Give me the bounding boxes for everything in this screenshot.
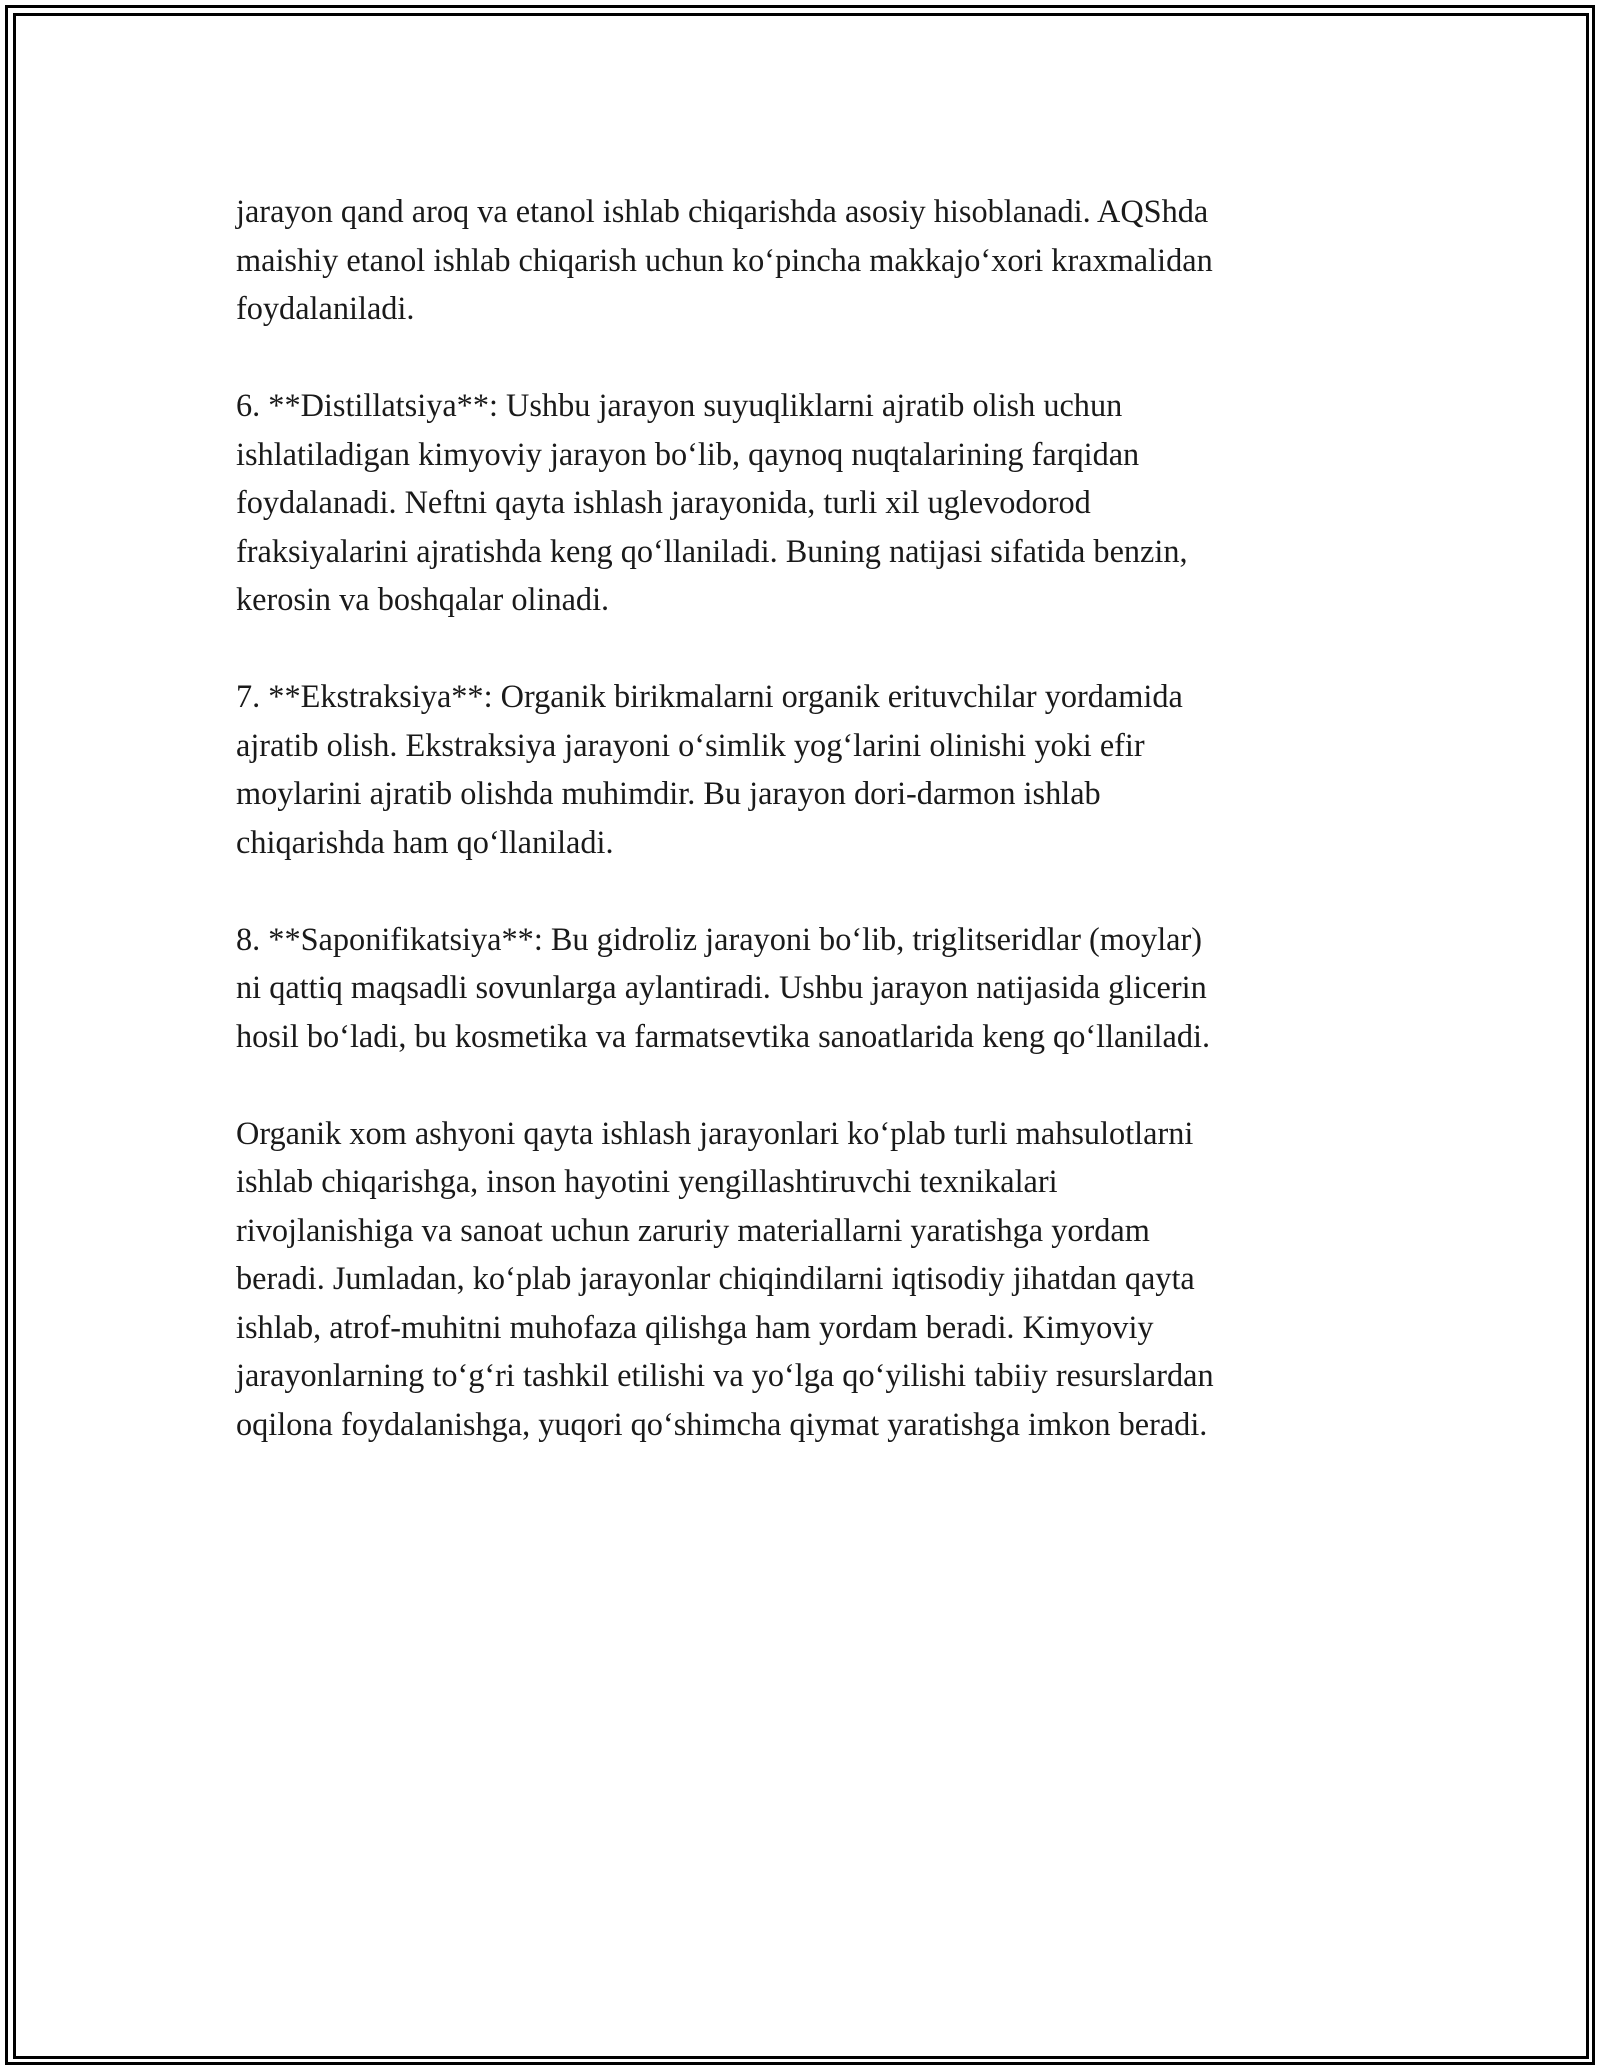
paragraph-saponifikatsiya: 8. **Saponifikatsiya**: Bu gidroliz jarayoni bo‘lib, triglitseridlar (moylar) ni qattiq maqsadli sovunlarga aylantiradi. Ushbu jarayon natijasida glicerin hosil bo‘ladi, bu kosmetika va farmatsevtika sanoatlarida keng qo‘llaniladi. — [236, 920, 1211, 1054]
paragraph-ekstraksiya: 7. **Ekstraksiya**: Organik birikmalarni organik erituvchilar yordamida ajratib olish. Ekstraksiya jarayoni o‘simlik yog‘larini olinishi yoki efir moylarini ajratib olishda muhimdir. Bu jarayon dori-darmon ishlab chiqarishda ham qo‘llaniladi. — [236, 678, 1183, 860]
paragraph-distillatsiya: 6. **Distillatsiya**: Ushbu jarayon suyuqliklarni ajratib olish uchun ishlatiladigan kimyoviy jarayon bo‘lib, qaynoq nuqtalarining farqidan foydalanadi. Neftni qayta ishlash jarayonida, turli xil uglevodorod fraksiyalarini ajratishda keng qo‘llaniladi. Buning natijasi sifatida benzin, kerosin va boshqalar olinadi. — [236, 387, 1188, 617]
paragraph-conclusion: Organik xom ashyoni qayta ishlash jarayonlari ko‘plab turli mahsulotlarni ishlab chiqarishga, inson hayotini yengillashtiruvchi texnikalari rivojlanishiga va sanoat uchun zaruriy materiallarni yaratishga yordam beradi. Jumladan, ko‘plab jarayonlar chiqindilarni iqtisodiy jihatdan qayta ishlab, atrof-muhitni muhofaza qilishga ham yordam beradi. Kimyoviy jarayonlarning to‘g‘ri tashkil etilishi va yo‘lga qo‘yilishi tabiiy resurslardan oqilona foydalanishga, yuqori qo‘shimcha qiymat yaratishga imkon beradi. — [236, 1114, 1214, 1442]
paragraph-intro-continuation: jarayon qand aroq va etanol ishlab chiqarishda asosiy hisoblanadi. AQShda maishiy etanol ishlab chiqarish uchun ko‘pincha makkajo‘xori kraxmalidan foydalaniladi. — [236, 193, 1213, 326]
document-body — [236, 187, 1366, 1497]
